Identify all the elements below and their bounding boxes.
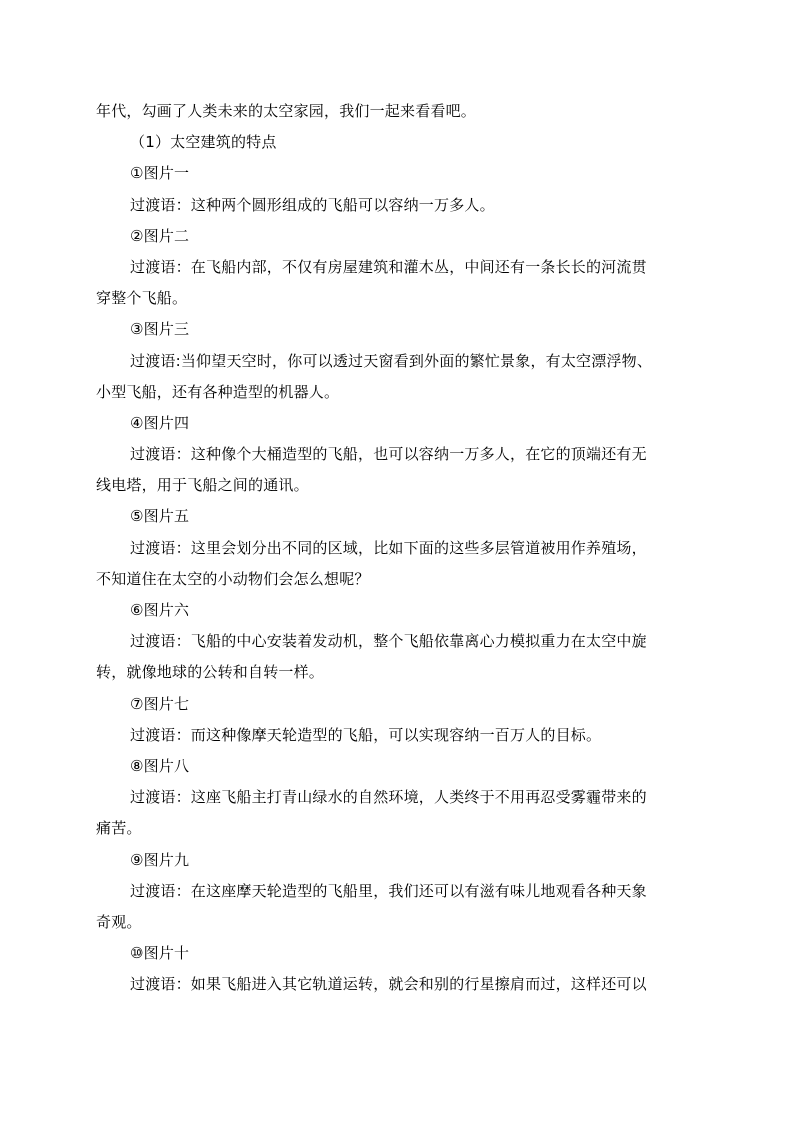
text-line: 过渡语：飞船的中心安装着发动机，整个飞船依靠离心力模拟重力在太空中旋: [130, 632, 647, 651]
text-line: 过渡语：这里会划分出不同的区域，比如下面的这些多层管道被用作养殖场，: [130, 538, 647, 557]
text-line: 过渡语：这种两个圆形组成的飞船可以容纳一万多人。: [130, 195, 495, 214]
text-line: ⑧图片八: [130, 756, 190, 775]
text-line: 过渡语：在飞船内部，不仅有房屋建筑和灌木丛，中间还有一条长长的河流贯: [130, 257, 647, 276]
text-line: ⑤图片五: [130, 507, 190, 526]
text-line: 过渡语：而这种像摩天轮造型的飞船，可以实现容纳一百万人的目标。: [130, 725, 602, 744]
text-line: ④图片四: [130, 413, 190, 432]
text-line: ③图片三: [130, 320, 190, 339]
text-line: 不知道住在太空的小动物们会怎么想呢？: [96, 569, 370, 588]
text-line: 线电塔，用于飞船之间的通讯。: [96, 476, 309, 495]
document-body: [96, 96, 678, 1000]
text-line: ①图片一: [130, 164, 190, 183]
text-line: ⑦图片七: [130, 694, 190, 713]
text-line: 穿整个飞船。: [96, 289, 188, 308]
text-line: 过渡语:当仰望天空时，你可以透过天窗看到外面的繁忙景象，有太空漂浮物、: [130, 351, 653, 370]
text-line: （1）太空建筑的特点: [130, 133, 277, 152]
text-line: 过渡语：如果飞船进入其它轨道运转，就会和别的行星擦肩而过，这样还可以: [130, 975, 647, 994]
text-line: 过渡语：这种像个大桶造型的飞船，也可以容纳一万多人，在它的顶端还有无: [130, 445, 647, 464]
text-line: 痛苦。: [96, 819, 142, 838]
text-line: ⑥图片六: [130, 601, 190, 619]
text-line: 转，就像地球的公转和自转一样。: [96, 663, 325, 682]
text-line: ⑨图片九: [130, 850, 190, 869]
text-line: 小型飞船，还有各种造型的机器人。: [96, 382, 340, 401]
text-line: 年代，勾画了人类未来的太空家园，我们一起来看看吧。: [96, 102, 477, 120]
text-line: ⑩图片十: [130, 944, 190, 963]
text-line: 奇观。: [96, 912, 142, 931]
text-line: 过渡语：在这座摩天轮造型的飞船里，我们还可以有滋有味儿地观看各种天象: [130, 881, 647, 900]
text-line: ②图片二: [130, 226, 190, 245]
text-line: 过渡语：这座飞船主打青山绿水的自然环境，人类终于不用再忍受雾霾带来的: [130, 788, 647, 807]
